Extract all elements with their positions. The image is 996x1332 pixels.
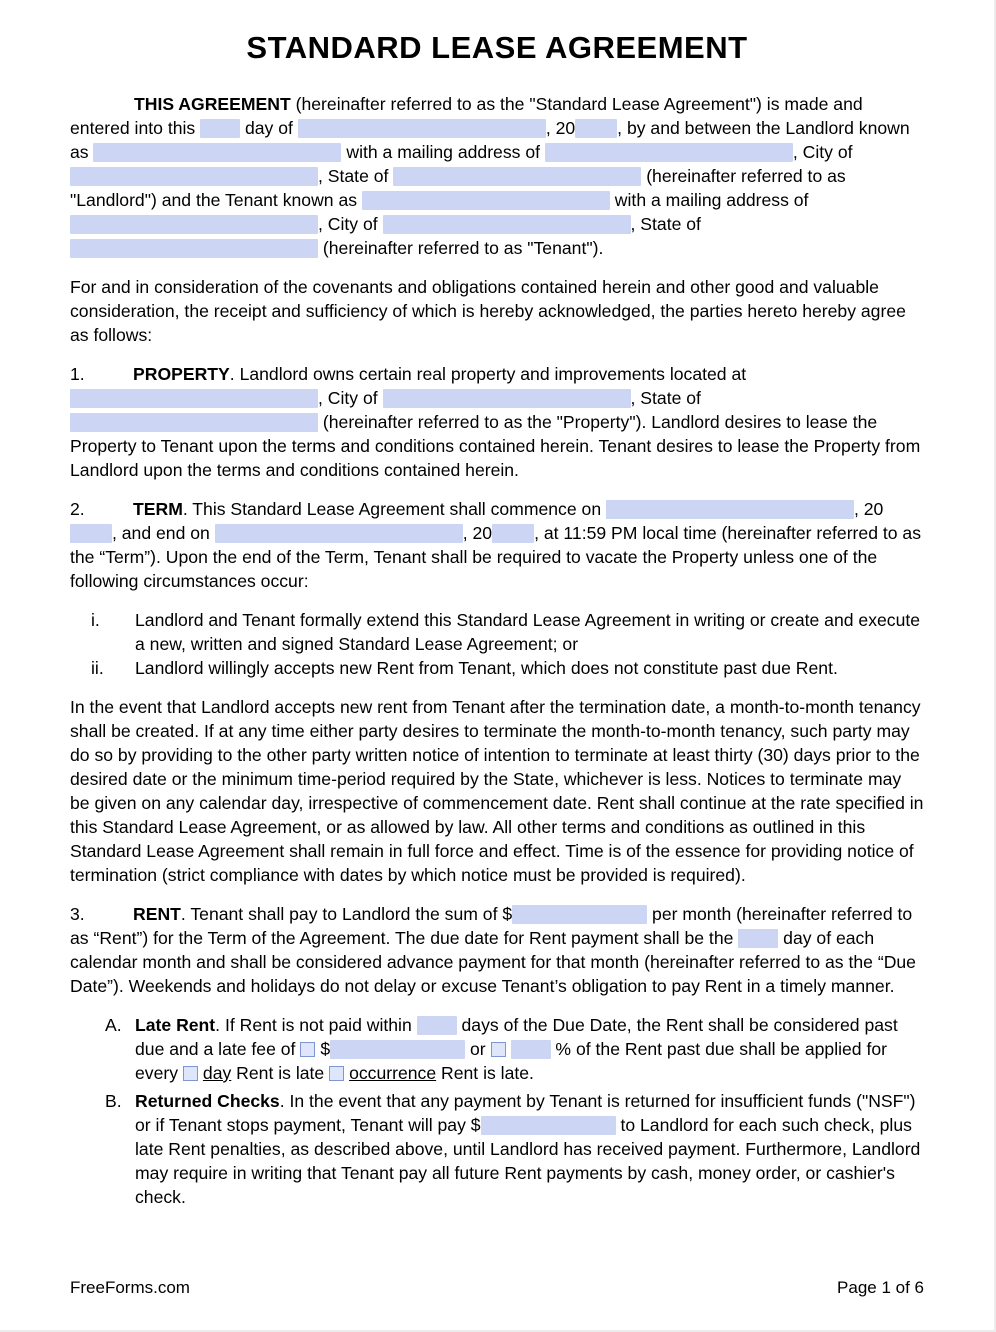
landlord-name-field[interactable] (93, 143, 341, 162)
tenant-city-field[interactable] (383, 215, 631, 234)
rent-section (70, 902, 924, 998)
late-rent-heading: Late Rent (135, 1015, 216, 1035)
agreement-month-field[interactable] (298, 119, 546, 138)
section-number: 1. (70, 364, 85, 384)
subsection-letter: A. (105, 1015, 122, 1035)
text-run: . In the event that any payment by Tenant is returned for insufficient funds ("NSF") or if Tenant stops payment, Tenant will pay $ (135, 1091, 916, 1135)
text-run: , City of (318, 214, 383, 234)
landlord-city-field[interactable] (70, 167, 318, 186)
list-item (70, 656, 924, 680)
consideration-paragraph (70, 275, 924, 347)
per-occurrence-label: occurrence (349, 1063, 437, 1083)
text-run: , City of (792, 142, 853, 162)
text-run: In the event that Landlord accepts new rent from Tenant after the termination date, a month-to-month tenancy shall be created. If at any time either party desires to terminate the month-to-month tenancy, such party may do so by providing to the other party written notice of intention to terminate at least thirty (30) days prior to the desired date or the minimum time-period required by the State, whichever is less. Notices to terminate may be given on any calendar day, irrespective of commencement date. Rent shall continue at the rate specified in this Standard Lease Agreement, or as allowed by law. All other terms and conditions as outlined in this Standard Lease Agreement shall remain in full force and effect. Time is of the essence for providing notice of termination (strict compliance with dates by which notice must be provided is required). (70, 697, 924, 885)
rent-amount-field[interactable] (512, 905, 647, 924)
text-run: . If Rent is not paid within (215, 1015, 417, 1035)
commencement-year-field[interactable] (70, 524, 112, 543)
late-fee-dollar-checkbox[interactable] (300, 1042, 315, 1057)
intro-paragraph (70, 92, 924, 260)
page-footer (70, 1278, 924, 1298)
text-run: (hereinafter referred to as the "Property"). Landlord desires to lease the Property to Tenant upon the terms and conditions contained herein. Tenant desires to lease the Property from Landlord upon the terms and conditions contained herein. (70, 412, 921, 480)
late-grace-days-field[interactable] (417, 1016, 457, 1035)
text-run: . This Standard Lease Agreement shall commence on (182, 499, 606, 519)
rent-heading: RENT (133, 904, 181, 924)
tenant-address-field[interactable] (70, 215, 318, 234)
text-run: to Landlord for each such check, plus late Rent penalties, as described above, until Landlord has received payment. Furthermore, Landlord may require in writing that Tenant pay all future Rent payments by cash, money order, or cashier's check. (135, 1115, 921, 1207)
section-number: 3. (70, 904, 85, 924)
agreement-day-field[interactable] (200, 119, 240, 138)
end-year-field[interactable] (492, 524, 534, 543)
property-section (70, 362, 924, 482)
text-run: , City of (318, 388, 383, 408)
text-run: or (465, 1039, 491, 1059)
late-fee-percent-field[interactable] (511, 1040, 551, 1059)
agreement-year-field[interactable] (575, 119, 617, 138)
text-run: , and end on (112, 523, 215, 543)
returned-checks-heading: Returned Checks (135, 1091, 280, 1111)
text-run: with a mailing address of (609, 190, 809, 210)
landlord-state-field[interactable] (393, 167, 641, 186)
property-city-field[interactable] (383, 389, 631, 408)
text-run: day of (240, 118, 298, 138)
property-state-field[interactable] (70, 413, 318, 432)
text-run: . Landlord owns certain real property and improvements located at (229, 364, 747, 384)
tenant-state-field[interactable] (70, 239, 318, 258)
late-per-occurrence-checkbox[interactable] (329, 1066, 344, 1081)
term-heading: TERM (133, 499, 183, 519)
text-run: , State of (318, 166, 394, 186)
property-address-field[interactable] (70, 389, 318, 408)
text-run: Rent is late. (436, 1063, 534, 1083)
end-date-field[interactable] (215, 524, 463, 543)
late-rent-subsection (70, 1013, 924, 1085)
text-run: $ (320, 1039, 331, 1059)
text-run: day of each calendar month and shall be considered advance payment for that month (hereinafter referred to as the “Due Date”). Weekends and holidays do not delay or excuse Tenant’s obligation to pay Rent in a timely manner. (70, 928, 916, 996)
text-run: (hereinafter referred to as "Landlord") and the Tenant known as (70, 166, 846, 210)
text-run: , State of (630, 214, 701, 234)
per-day-label: day (202, 1063, 232, 1083)
text-run: % of the Rent past due shall be applied for every (135, 1039, 888, 1083)
subsection-letter: B. (105, 1091, 122, 1111)
page-number: Page 1 of 6 (837, 1278, 924, 1297)
text-run: , 20 (462, 523, 493, 543)
text-run: (hereinafter referred to as "Tenant"). (318, 238, 604, 258)
text-run: per month (hereinafter referred to as “Rent”) for the Term of the Agreement. The due date for Rent payment shall be the (70, 904, 913, 948)
nsf-fee-field[interactable] (481, 1116, 616, 1135)
list-item-number: ii. (91, 658, 104, 678)
text-run: , 20 (545, 118, 576, 138)
landlord-address-field[interactable] (545, 143, 793, 162)
late-fee-amount-field[interactable] (330, 1040, 465, 1059)
late-per-day-checkbox[interactable] (183, 1066, 198, 1081)
text-run: , at 11:59 PM local time (hereinafter referred to as the “Term”). Upon the end of the Term, Tenant shall be required to vacate the Property unless one of the following circumstances occur: (70, 523, 922, 591)
text-run: , State of (630, 388, 701, 408)
term-section (70, 497, 924, 593)
month-to-month-paragraph (70, 695, 924, 887)
document-title: STANDARD LEASE AGREEMENT (246, 30, 748, 65)
text-run: Landlord and Tenant formally extend this Standard Lease Agreement in writing or create and execute a new, written and signed Standard Lease Agreement; or (135, 610, 921, 654)
text-run: . Tenant shall pay to Landlord the sum of $ (180, 904, 513, 924)
text-run: with a mailing address of (341, 142, 545, 162)
text-run: days of the Due Date, the Rent shall be considered past due and a late fee of (135, 1015, 898, 1059)
text-run: Rent is late (231, 1063, 330, 1083)
text-run: For and in consideration of the covenants and obligations contained herein and other good and valuable consideration, the receipt and sufficiency of which is hereby acknowledged, the parties hereto hereby agree as follows: (70, 277, 906, 345)
tenant-name-field[interactable] (362, 191, 610, 210)
list-item-number: i. (91, 610, 100, 630)
section-number: 2. (70, 499, 85, 519)
agreement-lead-in: THIS AGREEMENT (134, 94, 291, 114)
text-run: , by and between the Landlord known as (70, 118, 910, 162)
rent-due-day-field[interactable] (738, 929, 778, 948)
commencement-date-field[interactable] (606, 500, 854, 519)
list-item (70, 608, 924, 656)
extension-options-list (70, 608, 924, 680)
property-heading: PROPERTY (133, 364, 230, 384)
text-run: Landlord willingly accepts new Rent from Tenant, which does not constitute past due Rent. (135, 658, 838, 678)
returned-checks-subsection (70, 1089, 924, 1209)
late-fee-percent-checkbox[interactable] (491, 1042, 506, 1057)
text-run: (hereinafter referred to as the "Standard Lease Agreement") is made and entered into this (70, 94, 863, 138)
text-run: , 20 (854, 499, 884, 519)
footer-brand: FreeForms.com (70, 1278, 190, 1297)
